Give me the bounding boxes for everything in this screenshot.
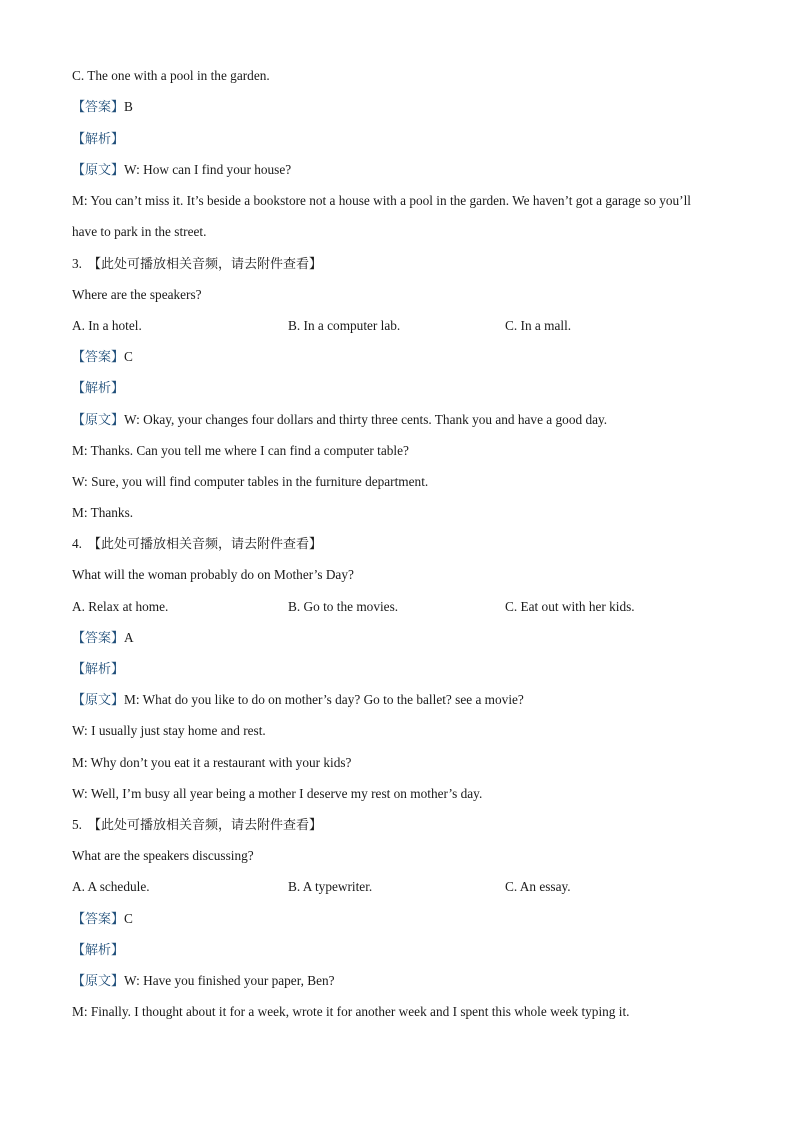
q3-option-a: A. In a hotel.: [72, 318, 142, 333]
q3-number: 3.: [72, 256, 82, 271]
q4-answer: A: [124, 630, 134, 645]
q4-question: What will the woman probably do on Mother’s Day?: [72, 567, 354, 582]
q3-header: [72, 255, 734, 274]
q2-answer: B: [124, 99, 133, 114]
q5-answer: C: [124, 911, 133, 926]
q4-original-line-4: W: Well, I’m busy all year being a mother I deserve my rest on mother’s day.: [72, 786, 483, 801]
q5-question: What are the speakers discussing?: [72, 848, 254, 863]
q2-original-line-3: have to park in the street.: [72, 224, 207, 239]
q2-analysis-label: [72, 130, 734, 149]
q5-number: 5.: [72, 817, 82, 832]
audio-placeholder: 【此处可播放相关音频，请去附件查看】: [87, 257, 322, 272]
q5-option-b: B. A typewriter.: [288, 879, 373, 894]
q5-option-a: A. A schedule.: [72, 879, 150, 894]
q3-answer-line: [72, 348, 734, 367]
answer-label: 【答案】: [72, 631, 125, 646]
q3-question: Where are the speakers?: [72, 287, 202, 302]
q3-original-line-1: 【原文】W: Okay, your changes four dollars and thirty three cents. Thank you and have a good day.: [72, 412, 608, 428]
q4-option-a: A. Relax at home.: [72, 599, 169, 614]
q5-original-line-2: M: Finally. I thought about it for a week, wrote it for another week and I spent this whole week typing it.: [72, 1004, 630, 1019]
analysis-label: 【解析】: [72, 943, 125, 958]
q3-analysis-label: [72, 379, 734, 398]
analysis-label: 【解析】: [72, 662, 125, 677]
audio-placeholder: 【此处可播放相关音频，请去附件查看】: [87, 818, 322, 833]
original-label: 【原文】: [72, 163, 125, 178]
answer-label: 【答案】: [72, 912, 125, 927]
original-label: 【原文】: [72, 413, 125, 428]
analysis-label: 【解析】: [72, 381, 125, 396]
answer-label: 【答案】: [72, 100, 125, 115]
audio-placeholder: 【此处可播放相关音频，请去附件查看】: [87, 537, 322, 552]
q2-answer-line: [72, 98, 734, 117]
q5-original-line-1: 【原文】W: Have you finished your paper, Ben?: [72, 973, 335, 989]
q4-analysis-label: [72, 660, 734, 679]
q3-original-line-2: M: Thanks. Can you tell me where I can find a computer table?: [72, 443, 409, 458]
q4-number: 4.: [72, 536, 82, 551]
q3-option-c: C. In a mall.: [505, 318, 572, 333]
original-label: 【原文】: [72, 974, 125, 989]
q5-option-c: C. An essay.: [505, 879, 571, 894]
q5-analysis-label: [72, 941, 734, 960]
q4-header: [72, 535, 734, 554]
q4-answer-line: [72, 629, 734, 648]
q4-original-line-2: W: I usually just stay home and rest.: [72, 723, 266, 738]
q2-original-line-1: 【原文】W: How can I find your house?: [72, 162, 292, 178]
q2-option-c: C. The one with a pool in the garden.: [72, 68, 270, 83]
analysis-label: 【解析】: [72, 132, 125, 147]
q2-original-line-2: M: You can’t miss it. It’s beside a bookstore not a house with a pool in the garden. We haven’t got a garage so you’ll: [72, 193, 691, 208]
original-label: 【原文】: [72, 693, 125, 708]
q4-option-c: C. Eat out with her kids.: [505, 599, 635, 614]
q4-original-line-1: 【原文】M: What do you like to do on mother’s day? Go to the ballet? see a movie?: [72, 692, 524, 708]
q3-option-b: B. In a computer lab.: [288, 318, 401, 333]
q3-answer: C: [124, 349, 133, 364]
q4-option-b: B. Go to the movies.: [288, 599, 399, 614]
answer-label: 【答案】: [72, 350, 125, 365]
q4-original-line-3: M: Why don’t you eat it a restaurant with your kids?: [72, 755, 352, 770]
q5-header: [72, 816, 734, 835]
q5-answer-line: [72, 910, 734, 929]
q3-original-line-3: W: Sure, you will find computer tables in the furniture department.: [72, 474, 429, 489]
q3-original-line-4: M: Thanks.: [72, 505, 134, 520]
